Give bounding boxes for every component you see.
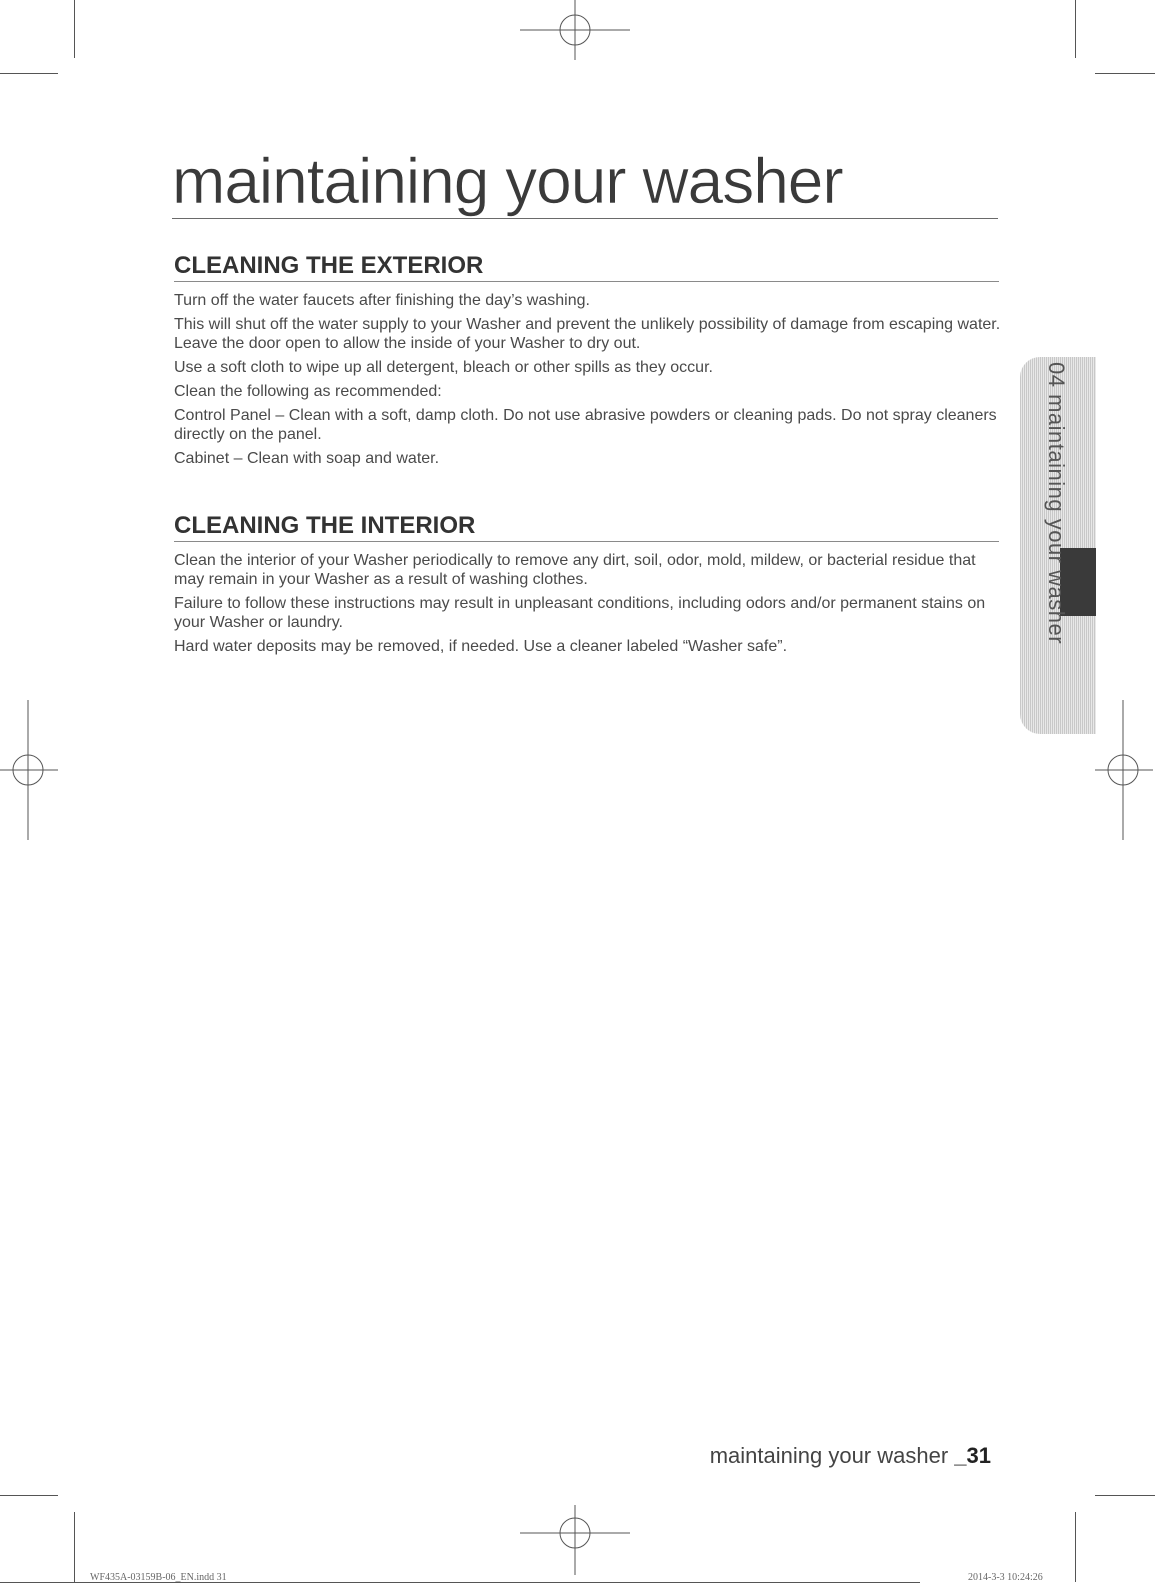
crop-mark	[74, 0, 75, 58]
crop-mark	[1095, 73, 1155, 74]
paragraph: Use a soft cloth to wipe up all detergent, bleach or other spills as they occur.	[174, 359, 713, 376]
crop-mark	[1075, 0, 1076, 58]
registration-mark-icon	[0, 700, 60, 840]
section-heading-exterior: CLEANING THE EXTERIOR	[174, 252, 999, 282]
paragraph: Failure to follow these instructions may result in unpleasant conditions, including odors and/or permanent stains on your Washer or laundry.	[174, 595, 986, 631]
paragraph: Clean the following as recommended:	[174, 383, 442, 400]
footer-page-label	[710, 1443, 991, 1469]
crop-mark	[1095, 1495, 1155, 1496]
registration-mark-icon	[520, 1505, 630, 1575]
crop-mark	[0, 73, 58, 74]
page-number: _31	[954, 1443, 991, 1468]
section-heading-interior: CLEANING THE INTERIOR	[174, 512, 999, 542]
paragraph: Clean the interior of your Washer periodically to remove any dirt, soil, odor, mold, mildew, or bacterial residue that may remain in your Washer as a result of washing clothes.	[174, 552, 976, 588]
print-file-info: WF435A-03159B-06_EN.indd 31	[90, 1572, 227, 1583]
paragraph: Hard water deposits may be removed, if needed. Use a cleaner labeled “Washer safe”.	[174, 638, 788, 655]
paragraph: Turn off the water faucets after finishing the day’s washing.	[174, 292, 590, 309]
registration-mark-icon	[520, 0, 630, 60]
paragraph: Control Panel – Clean with a soft, damp cloth. Do not use abrasive powders or cleaning pads. Do not spray cleaners directly on the panel.	[174, 407, 997, 443]
paragraph: This will shut off the water supply to your Washer and prevent the unlikely possibility of damage from escaping water. Leave the door open to allow the inside of your Washer to dry out.	[174, 316, 1001, 352]
section-body-interior	[174, 551, 1004, 661]
page-title: maintaining your washer	[172, 146, 998, 219]
section-body-exterior	[174, 291, 1004, 473]
chapter-tab-label: 04 maintaining your washer	[1044, 362, 1069, 645]
crop-mark	[0, 1495, 58, 1496]
registration-mark-icon	[1095, 700, 1155, 840]
crop-mark	[74, 1512, 75, 1582]
print-timestamp: 2014-3-3 10:24:26	[968, 1572, 1043, 1583]
crop-mark	[1075, 1512, 1076, 1582]
paragraph: Cabinet – Clean with soap and water.	[174, 450, 440, 467]
footer-label-text: maintaining your washer	[709, 1443, 955, 1468]
